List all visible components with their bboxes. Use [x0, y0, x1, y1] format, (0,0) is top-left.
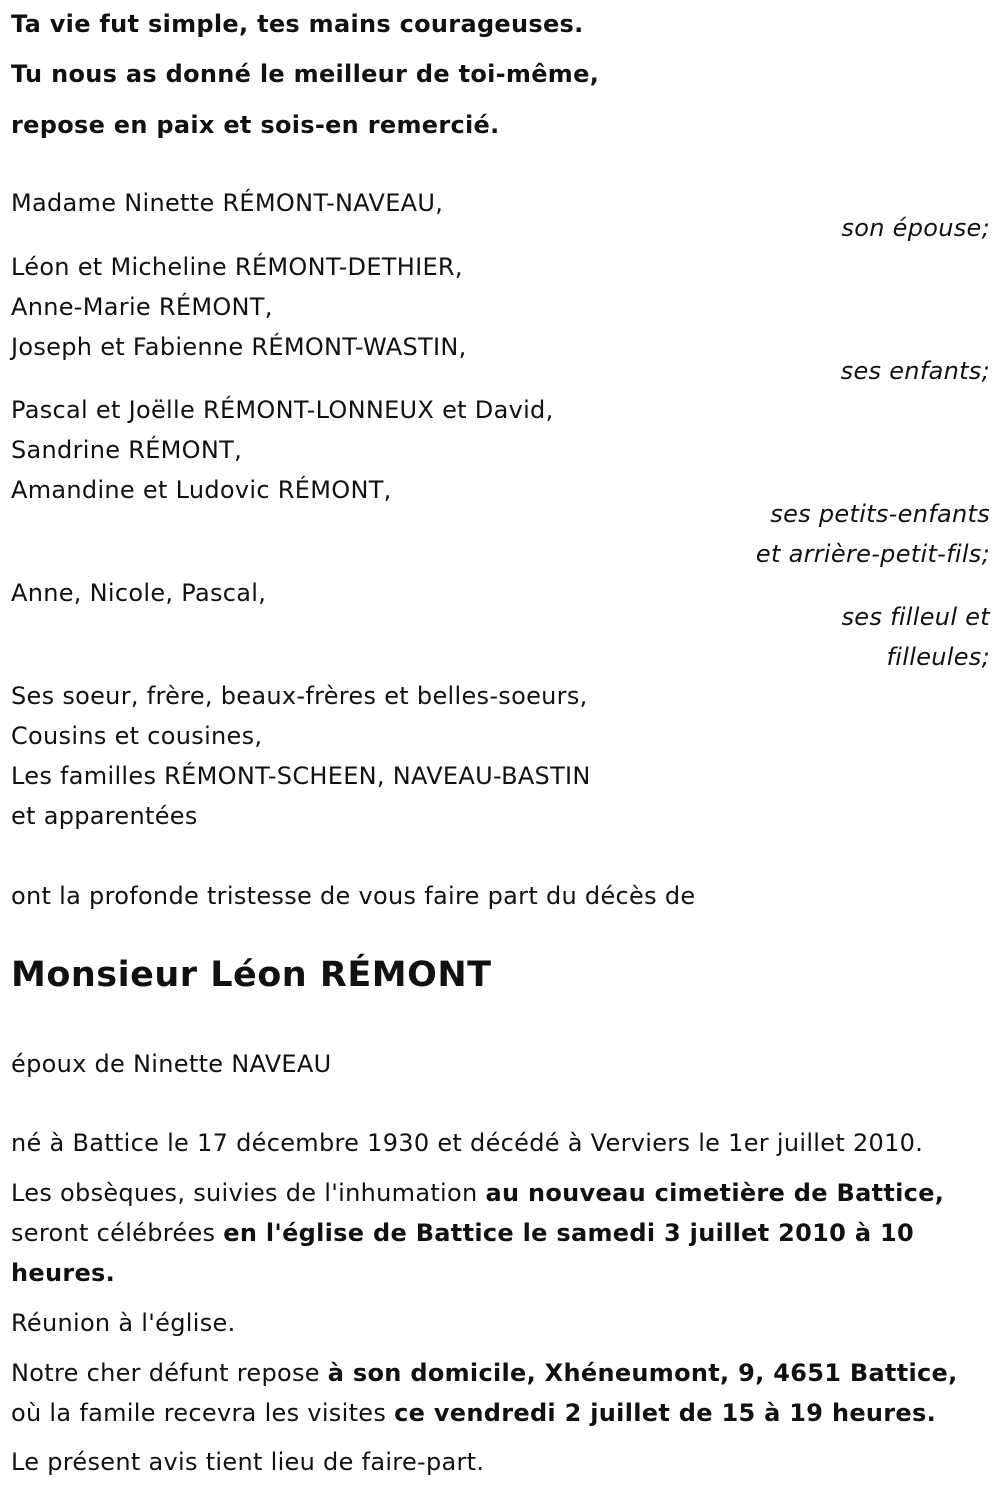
announcement: ont la profonde tristesse de vous faire part du décès de [11, 882, 696, 910]
rest-text-a: Notre cher défunt repose [11, 1359, 328, 1387]
funeral-place: au nouveau cimetière de Battice, [485, 1179, 945, 1207]
godchildren: Anne, Nicole, Pascal, [11, 579, 267, 607]
poem-line-1: Ta vie fut simple, tes mains courageuses. [11, 10, 584, 38]
rest-line-2 [11, 1399, 936, 1427]
children-role: ses enfants; [840, 357, 990, 385]
funeral-line-3: heures. [11, 1259, 116, 1287]
birth-death: né à Battice le 17 décembre 1930 et décédé à Verviers le 1er juillet 2010. [11, 1129, 924, 1157]
poem-line-3: repose en paix et sois-en remercié. [11, 111, 500, 139]
funeral-line-2 [11, 1219, 914, 1247]
grandchild-3: Amandine et Ludovic RÉMONT, [11, 476, 392, 504]
funeral-text-c: seront célébrées [11, 1219, 224, 1247]
godchildren-role-2: filleules; [886, 643, 990, 671]
poem-line-2: Tu nous as donné le meilleur de toi-même, [11, 60, 600, 88]
rest-visits: ce vendredi 2 juillet de 15 à 19 heures. [394, 1399, 937, 1427]
rest-address: à son domicile, Xhéneumont, 9, 4651 Battice, [327, 1359, 958, 1387]
spouse-role: son épouse; [841, 214, 990, 242]
meeting: Réunion à l'église. [11, 1309, 236, 1337]
grandchild-1: Pascal et Joëlle RÉMONT-LONNEUX et David, [11, 396, 554, 424]
funeral-line-1 [11, 1179, 944, 1207]
others-4: et apparentées [11, 802, 198, 830]
deceased-name: Monsieur Léon RÉMONT [11, 955, 492, 995]
grandchild-2: Sandrine RÉMONT, [11, 436, 243, 464]
closing: Le présent avis tient lieu de faire-part. [11, 1448, 485, 1476]
grandchildren-role-1: ses petits-enfants [770, 500, 990, 528]
others-1: Ses soeur, frère, beaux-frères et belles-soeurs, [11, 682, 588, 710]
rest-text-c: où la famile recevra les visites [11, 1399, 395, 1427]
spouse-name: Madame Ninette RÉMONT-NAVEAU, [11, 189, 444, 217]
grandchildren-role-2: et arrière-petit-fils; [755, 540, 990, 568]
child-1: Léon et Micheline RÉMONT-DETHIER, [11, 253, 463, 281]
funeral-text-a: Les obsèques, suivies de l'inhumation [11, 1179, 486, 1207]
funeral-church: en l'église de Battice le samedi 3 juillet 2010 à 10 [223, 1219, 914, 1247]
child-3: Joseph et Fabienne RÉMONT-WASTIN, [11, 333, 467, 361]
others-3: Les familles RÉMONT-SCHEEN, NAVEAU-BASTIN [11, 762, 591, 790]
child-2: Anne-Marie RÉMONT, [11, 293, 273, 321]
spouse-of: époux de Ninette NAVEAU [11, 1050, 332, 1078]
godchildren-role-1: ses filleul et [841, 603, 990, 631]
rest-line-1 [11, 1359, 958, 1387]
others-2: Cousins et cousines, [11, 722, 263, 750]
